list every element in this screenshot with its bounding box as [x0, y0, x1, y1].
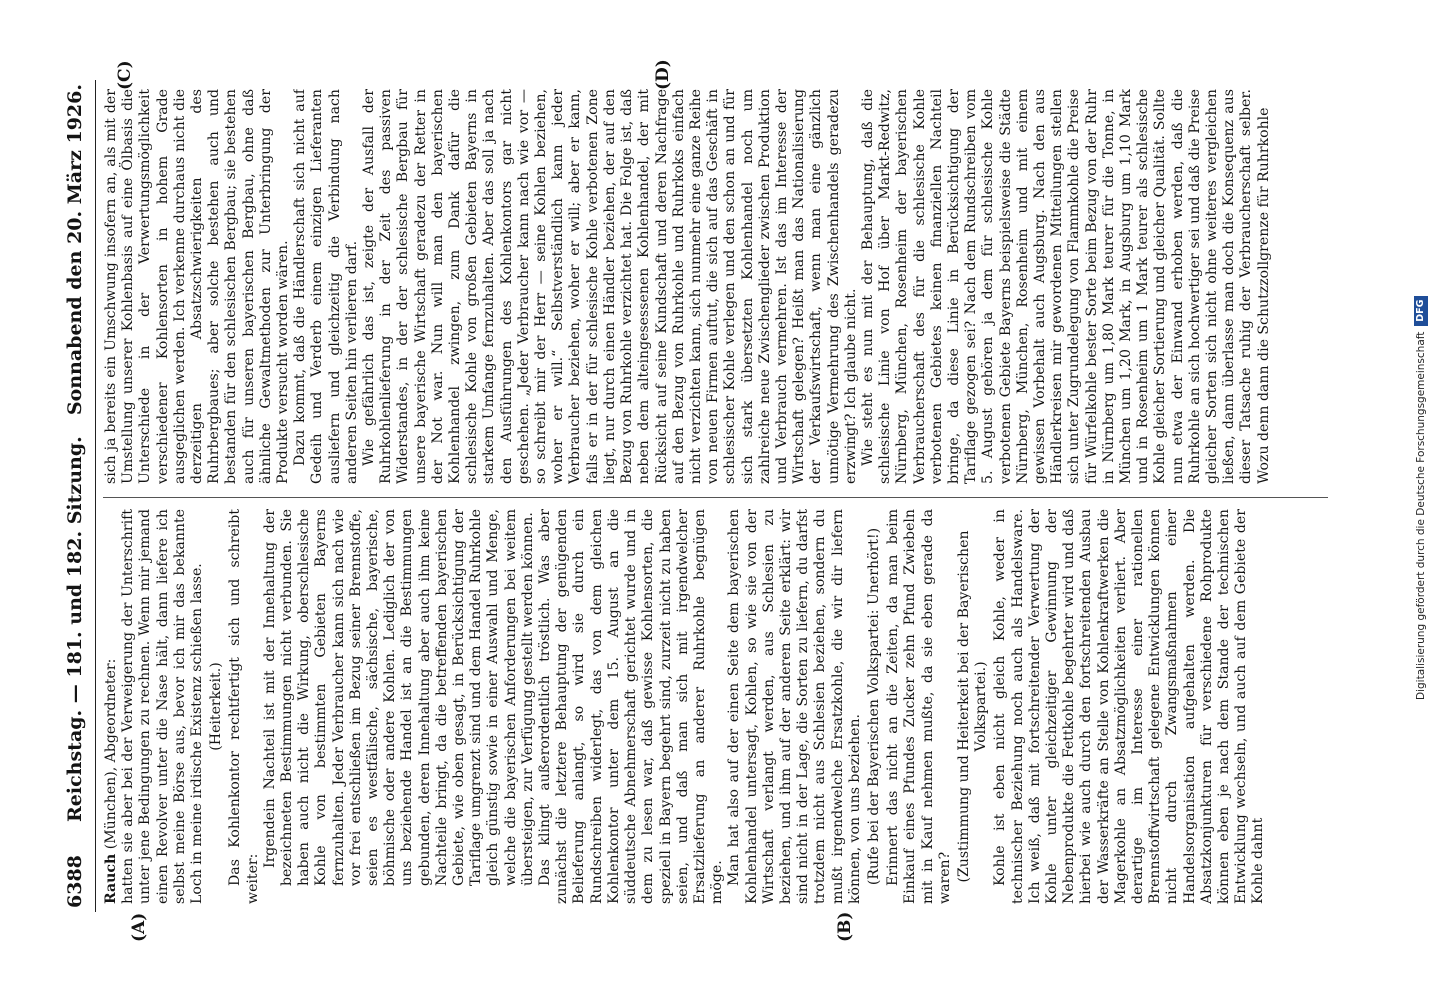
document-page: [55, 59, 1335, 942]
left-column: [103, 509, 1328, 904]
paragraph: Dazu kommt, daß die Händlerschaft sich nicht auf Gedeih und Verderb einem einzigen Lieferanten ausliefern und gleichzeitig die Verbindung nach anderen Seiten hin verlieren darf.: [292, 89, 360, 484]
session-date: Sonnabend den 20. März 1926.: [64, 84, 86, 416]
column-divider: [103, 497, 1328, 498]
paragraph: Das Kohlenkontor rechtfertigt sich und schreibt weiter:: [227, 509, 261, 904]
paragraph: Kohle ist eben nicht gleich Kohle, weder in technischer Beziehung noch auch als Handelsware. Ich weiß, daß mit fortschreitender Verwertung der Kohle unter gleichzeitiger Gewinnung der Nebenprodukte die Fettkohle begehrter wird und daß hierbei wie auch durch den fortschreitenden Ausbau der Wasserkräfte an Stelle von Kohlenkraftwerken die Magerkohle an Absatzmöglichkeiten verliert. Aber derartige im Interesse einer rationellen Brennstoffwirtschaft gelegene Entwicklungen können nicht durch Zwangsmaßnahmen einer Handelsorganisation aufgehalten werden. Die Absatzkonjunkturen für verschiedene Rohprodukte können eben je nach dem Stande der technischen Entwicklung wechseln, und auch auf dem Gebiete der Kohle dahnt: [992, 509, 1267, 904]
margin-marker-a: (A): [129, 912, 149, 942]
margin-marker-d: (D): [653, 59, 673, 90]
credit-text: Digitalisierung gefördert durch die Deutsche Forschungsgemeinschaft: [1415, 331, 1427, 700]
page-header: [55, 80, 96, 912]
paragraph: Man hat also auf der einen Seite dem bayerischen Kohlenhandel untersagt, Kohlen, so wie sie von der Wirtschaft verlangt werden, aus Schlesien zu beziehen, und ihm auf der anderen Seite erklärt: wir sind nicht in der Lage, die Sorten zu liefern, du darfst trotzdem nicht aus Schlesien beziehen, sondern du mußt irgendwelche Ersatzkohle, die wir dir liefern können, von uns beziehen.: [726, 509, 863, 904]
digitization-credit: [1412, 10, 1430, 700]
interjection: (Zustimmung und Heiterkeit bei der Bayerischen Volkspartei.): [955, 530, 990, 883]
paragraph: Erinnert das nicht an die Zeiten, da man beim Einkauf eines Pfundes Zucker zehn Pfund Zwiebeln mit in Kauf nehmen mußte, da sie eben gerade da waren?: [885, 509, 953, 904]
speaker-name: Rauch: [103, 853, 119, 904]
margin-marker-b: (B): [835, 911, 855, 942]
paragraph: Wie gefährlich das ist, zeigte der Ausfall der Ruhrkohlenlieferung in der Zeit des passiven Widerstandes, in der der schlesische Bergbau für unsere bayerische Wirtschaft geradezu der Retter in der Not war. Nun will man den bayerischen Kohlenhandel zwingen, zum Dank dafür die schlesische Kohle von großen Gebieten Bayerns in starkem Umfange fernzuhalten. Aber das soll ja nach den Ausführungen des Kohlenkontors gar nicht geschehen. „Jeder Verbraucher kann nach wie vor — so schreibt mir der Herr — seine Kohlen beziehen, woher er will.“ Selbstverständlich kann jeder Verbraucher beziehen, woher er will; aber er kann, falls er in der für schlesische Kohle verbotenen Zone liegt, nur durch einen Händler beziehen, der auf den Bezug von Ruhrkohle verzichtet hat. Die Folge ist, daß neben dem alteingesessenen Kohlenhandel, der mit Rücksicht auf seine Kundschaft und deren Nachfrage auf den Bezug von Ruhrkohle und Ruhrkoks einfach nicht verzichten kann, sich nunmehr eine ganze Reihe von neuen Firmen auftut, die sich auf das Geschäft in schlesischer Kohle verlegen und den schon an und für sich stark übersetzten Kohlenhandel noch um zahlreiche neue Zwischenglieder zwischen Produktion und Verbrauch vermehren. Ist das im Interesse der Wirtschaft gelegen? Heißt man das Nationalisierung der Verkaufswirtschaft, wenn man eine gänzlich unnötige Vermehrung des Zwischenhandels geradezu erzwingt? Ich glaube nicht.: [361, 89, 859, 484]
paragraph: Wie steht es nun mit der Behauptung, daß die schlesische Linie von Hof über Markt-Redwitz, Nürnberg, München, Rosenheim der bayerischen Verbraucherschaft des für die schlesische Kohle verbotenen Gebietes keinen finanziellen Nachteil bringe, da diese Linie in Berücksichtigung der Tariflage gezogen sei? Nach dem Rundschreiben vom 5. August gehören ja dem für schlesische Kohle verbotenen Gebiete Bayerns beispielsweise die Städte Nürnberg, München, Rosenheim und mit einem gewissen Vorbehalt auch Augsburg. Nach den aus Händlerkreisen mir gewordenen Mitteilungen stellen sich unter Zugrundelegung von Flammkohle die Preise für Würfelkohle bester Sorte beim Bezug von der Ruhr in Nürnberg um 1,80 Mark teurer für die Tonne, in München um 1,20 Mark, in Augsburg um 1,10 Mark und in Rosenheim um 1 Mark teurer als schlesische Kohle gleicher Sortierung und gleicher Qualität. Sollte nun etwa der Einwand erhoben werden, daß die Ruhrkohle an sich hochwertiger sei und daß die Preise gleicher Sorten sich nicht ohne weiteres vergleichen ließen, dann überlasse man doch die Konsequenz aus dieser Tatsache ruhig der Verbraucherschaft selber. Wozu denn dann die Schutzzollgrenze für Ruhrkohle: [859, 89, 1272, 484]
interjection: (Heiterkeit.): [208, 662, 225, 751]
interjection: (Rufe bei der Bayerischen Volkspartei: Unerhört!): [865, 527, 882, 886]
quoted-passage: Irgendein Nachteil ist mit der Innehaltung der bezeichneten Bestimmungen nicht verbunden. Sie haben auch nicht die Wirkung, oberschlesische Kohle von bestimmten Gebieten Bayerns fernzuhalten. Jeder Verbraucher kann sich nach wie vor frei entschließen im Bezug seiner Brennstoffe, seien es westfälische, sächsische, bayerische, böhmische oder andere Kohlen. Lediglich der von uns beziehende Handel ist an die Bestimmungen gebunden, deren Innehaltung aber auch ihm keine Nachteile bringt, da die betreffenden bayerischen Gebiete, wie oben gesagt, in Berücksichtigung der Tariflage umgrenzt sind und dem Handel Ruhrkohle gleich günstig sowie in einer Auswahl und Menge, welche die bayerischen Anforderungen bei weitem übersteigen, zur Verfügung gestellt werden können.: [261, 509, 536, 886]
paragraph: hatten sie aber bei der Verweigerung der Unterschrift unter jene Bedingungen zu rechnen. Wenn mir jemand einen Revolver unter die Nase hält, dann liefere ich selbst meine Börse aus, bevor ich mir das bekannte Loch in meine irdische Existenz schießen lasse.: [120, 509, 206, 904]
speaker-line: [103, 509, 120, 904]
running-head: Reichstag. — 181. und 182. Sitzung.: [64, 436, 86, 822]
margin-marker-c: (C): [115, 60, 135, 90]
paragraph: sich ja bereits ein Umschwung insofern an, als mit der Umstellung unserer Kohlenbasis auf eine Ölbasis die Unterschiede in der Verwertungsmöglichkeit verschiedener Kohlensorten in hohem Grade ausgeglichen werden. Ich verkenne durchaus nicht die derzeitigen Absatzschwierigkeiten des Ruhrbergbaues; aber solche bestehen auch und bestanden für den schlesischen Bergbau; sie bestehen auch für unseren bayerischen Bergbau, ohne daß ähnliche Gewaltmethoden zur Unterbringung der Produkte versucht worden wären.: [103, 89, 292, 484]
speaker-note: (München), Abgeordneter:: [103, 658, 119, 850]
dfg-logo: DFG: [1414, 296, 1428, 326]
paragraph: Das klingt außerordentlich tröstlich. Was aber zunächst die letztere Behauptung der genügenden Belieferung anlangt, so wird sie durch ein Rundschreiben widerlegt, das von dem gleichen Kohlenkontor unter dem 15. August an die süddeutsche Abnehmerschaft gerichtet wurde und in dem zu lesen war, daß gewisse Kohlensorten, die speziell in Bayern begehrt sind, zurzeit nicht zu haben seien, und daß man sich mit irgendwelcher Ersatzlieferung an anderer Ruhrkohle begnügen möge.: [537, 509, 726, 904]
right-column: [103, 89, 1328, 484]
page-number: 6388: [64, 855, 86, 908]
